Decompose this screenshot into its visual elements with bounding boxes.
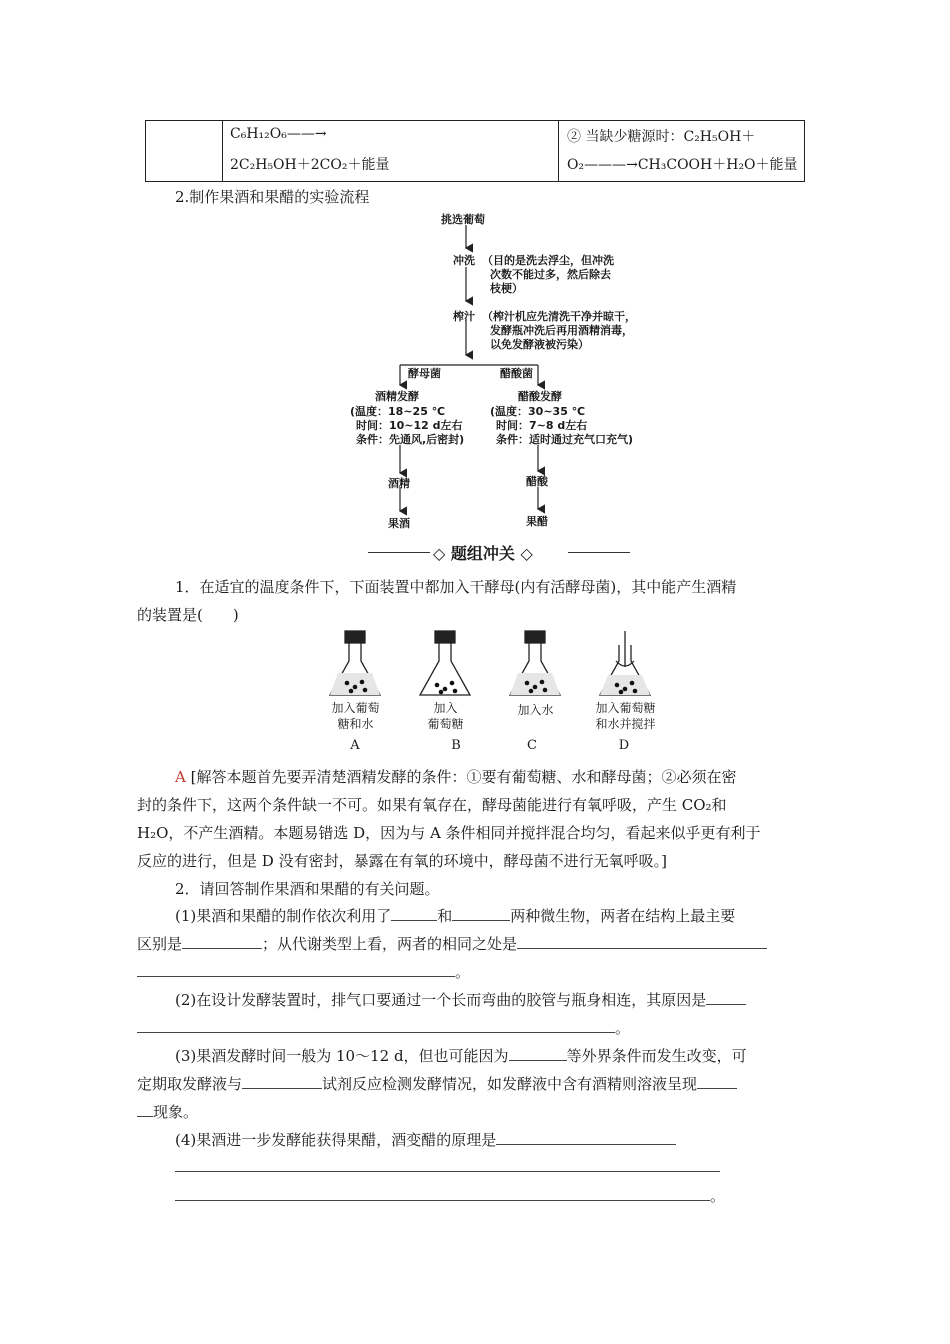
blank-5[interactable] [137,962,455,977]
table-empty-cell [146,121,223,181]
flow-step-select-grapes: 挑选葡萄 [441,213,485,226]
blank-12[interactable] [496,1130,676,1145]
flow-right-cond-3: 条件：适时通过充气口充气) [496,433,634,446]
flow-fruit-vinegar: 果醋 [526,515,548,528]
q2-part3-line3: 现象。 [137,1101,198,1122]
flask-c-stopper [525,631,545,643]
flow-acetic-fermentation: 醋酸发酵 [518,390,562,403]
banner-rule-left [368,552,430,553]
blank-7[interactable] [137,1018,615,1033]
blank-13[interactable] [175,1157,720,1172]
blank-1[interactable] [391,906,437,921]
blank-14[interactable] [175,1186,710,1201]
flow-left-cond-3: 条件：先通风,后密封) [356,433,465,446]
section2-title: 2.制作果酒和果醋的实验流程 [175,188,370,206]
blank-2[interactable] [452,906,510,921]
blank-8[interactable] [509,1046,567,1061]
flow-juice-note-2: 发酵瓶冲洗后再用酒精消毒， [490,324,633,337]
q2-intro: 2．请回答制作果酒和果醋的有关问题。 [175,880,440,898]
flask-c-label: 加入水 [517,703,554,717]
flask-illustrations [320,625,680,703]
section-banner: ◇ 题组冲关 ◇ [433,544,533,563]
flask-d-label: 加入葡萄糖 和水并搅拌 [595,701,656,731]
flow-fruit-wine: 果酒 [388,517,410,530]
flow-juice-note-3: 以免发酵液被污染） [490,338,589,351]
flow-right-cond-2: 时间：7~8 d左右 [496,419,588,432]
flask-b-label: 加入 葡萄糖 [427,701,464,731]
flask-a-letter: A [350,738,360,753]
flask-b-letter: B [451,738,461,753]
answer-line4: 反应的进行，但是 D 没有密封，暴露在有氧的环境中，酵母菌不进行无氧呼吸。] [137,852,667,870]
answer-line1: A [解答本题首先要弄清楚酒精发酵的条件：①要有葡萄糖、水和酵母菌；②必须在密 [175,768,737,786]
reaction-table [145,120,805,182]
q2-part3-line2: 定期取发酵液与 试剂反应检测发酵情况，如发酵液中含有酒精则溶液呈现 [137,1073,737,1094]
flow-acetobacter-label: 醋酸菌 [500,367,533,380]
blank-11[interactable] [137,1102,153,1117]
blank-6[interactable] [706,990,746,1005]
answer-letter: A [175,768,186,786]
q2-part1-line1: (1)果酒和果醋的制作依次利用了 和 两种微生物，两者在结构上最主要 [175,907,736,925]
answer-line2: 封的条件下，这两个条件缺一不可。如果有氧存在，酵母菌能进行有氧呼吸，产生 CO₂和 [137,796,727,814]
flask-d-letter: D [618,738,630,753]
flow-alcohol-fermentation: 酒精发酵 [375,390,419,403]
q2-part3-line1: (3)果酒发酵时间一般为 10～12 d，但也可能因为 等外界条件而发生改变，可 [175,1047,747,1065]
table-left-line1: C₆H₁₂O₆——→ [230,126,327,142]
flowchart [340,205,660,535]
flask-c-letter: C [527,738,537,753]
q2-part2-line2: 。 [137,1017,630,1038]
banner-rule-right [568,552,630,553]
table-left-line2: 2C₂H₅OH＋2CO₂＋能量 [230,157,390,173]
q1-line2: 的装置是( ) [137,606,239,624]
blank-10[interactable] [697,1074,737,1089]
q1-line1: 1．在适宜的温度条件下，下面装置中都加入干酵母(内有活酵母菌)，其中能产生酒精 [175,578,737,596]
flow-alcohol: 酒精 [388,477,410,490]
table-right-line1: ② 当缺少糖源时：C₂H₅OH＋ [567,129,756,145]
q2-part1-line2: 区别是 ；从代谢类型上看，两者的相同之处是 [137,933,767,954]
blank-4[interactable] [517,934,767,949]
q2-part4-line1: (4)果酒进一步发酵能获得果醋，酒变醋的原理是 [175,1129,676,1150]
answer-line3: H₂O，不产生酒精。本题易错选 D，因为与 A 条件相同并搅拌混合均匀，看起来似乎更有利于 [137,824,761,842]
flow-rinse-note-2: 次数不能过多，然后除去 [490,268,611,281]
table-right-line2: O₂———→CH₃COOH＋H₂O＋能量 [567,157,798,173]
flask-b-stopper [435,631,455,643]
flow-step-rinse: 冲洗 [453,254,475,267]
flow-rinse-note-1: （目的是洗去浮尘，但冲洗 [482,254,614,267]
flow-left-cond-2: 时间：10~12 d左右 [356,419,463,432]
blank-3[interactable] [182,934,262,949]
flask-a-stopper [345,631,365,643]
flow-left-cond-1: (温度：18~25 ℃ [350,405,446,418]
table-right-cell [558,121,805,181]
flow-juice-note-1: （榨汁机应先清洗干净并晾干， [482,310,636,323]
flow-rinse-note-3: 枝梗） [490,282,523,295]
q2-part4-line3: 。 [175,1185,725,1206]
flow-yeast-label: 酵母菌 [408,367,441,380]
blank-9[interactable] [242,1074,322,1089]
flow-step-juice: 榨汁 [453,310,475,323]
flask-a-label: 加入葡萄 糖和水 [331,701,380,731]
q2-part1-line3: 。 [137,961,470,982]
flow-right-cond-1: (温度：30~35 ℃ [490,405,586,418]
q2-part2-line1: (2)在设计发酵装置时，排气口要通过一个长而弯曲的胶管与瓶身相连，其原因是 [175,989,746,1010]
flow-acetic-acid: 醋酸 [526,475,548,488]
q2-part4-line2 [175,1157,720,1176]
